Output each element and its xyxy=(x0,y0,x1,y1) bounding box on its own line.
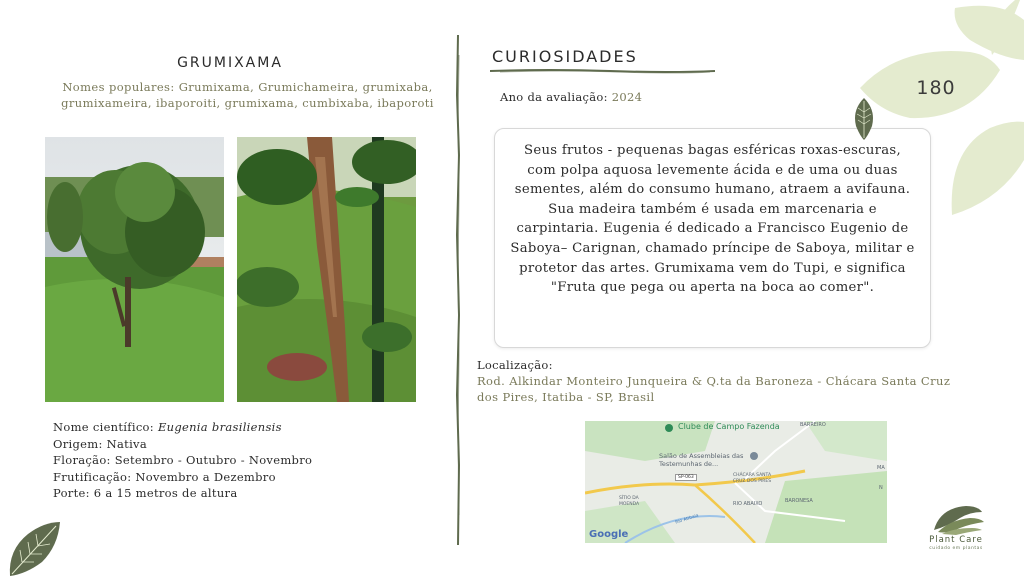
google-logo: Google xyxy=(589,529,629,540)
evaluation-year-value: 2024 xyxy=(611,90,643,104)
curiosities-text: Seus frutos - pequenas bagas esféricas roxas-escuras, com polpa aquosa levemente ácida e de uma ou duas sementes, além do consumo humano, atraem a avifauna. Sua madeira também é usada em marcenaria e carpintaria. Eugenia é dedicado a Francisco Eugenio de Saboya– Carignan, chamado príncipe de Saboya, militar e protetor das artes. Grumixama vem do Tupi, e significa "Fruta que pega ou aperta na boca ao comer". xyxy=(510,143,915,296)
brand-tagline: cuidado em plantas xyxy=(929,546,983,551)
map-poi-hall: Salão de Assembleias das Testemunhas de... xyxy=(659,452,744,468)
map-area-chacara: CHÁCARA SANTA CRUZ DOS PIRES xyxy=(732,473,772,484)
map-edge-label: MA xyxy=(877,465,885,471)
curiosities-title: CURIOSIDADES xyxy=(492,47,638,66)
plant-title: GRUMIXAMA xyxy=(177,55,283,71)
fact-flowering xyxy=(53,452,443,469)
title-underline xyxy=(490,68,715,74)
fact-size xyxy=(53,485,443,502)
fact-scientific-name xyxy=(53,419,443,436)
map-road-sp063: SP-063 xyxy=(675,474,697,481)
fact-origin-label: Origem: xyxy=(53,436,103,451)
fact-flowering-value: Setembro - Outubro - Novembro xyxy=(114,453,313,467)
fact-fruiting-label: Frutificação: xyxy=(53,469,132,484)
page-number: 180 xyxy=(916,77,956,99)
evaluation-year-label: Ano da avaliação: xyxy=(500,90,608,104)
fact-scientific-value: Eugenia brasiliensis xyxy=(157,420,282,434)
fact-origin xyxy=(53,436,443,453)
plant-photo-tree xyxy=(45,137,224,402)
map-pin-icon xyxy=(665,424,673,432)
fact-size-value: 6 a 15 metros de altura xyxy=(93,486,238,500)
fact-size-label: Porte: xyxy=(53,486,90,500)
map-poi-club: Clube de Campo Fazenda xyxy=(678,422,780,431)
location-label: Localização: xyxy=(477,358,553,372)
evaluation-year xyxy=(500,90,642,104)
fact-scientific-label: Nome científico: xyxy=(53,420,154,434)
fact-fruiting xyxy=(53,469,443,486)
map-area-barreiro: BARREIRO xyxy=(800,422,826,428)
map-river: Rio Atibaia xyxy=(674,513,700,526)
popular-names-label: Nomes populares: xyxy=(62,80,175,94)
map-area-rio-abaixo: RIO ABAIXO xyxy=(733,501,763,507)
map-area-moenda: SÍTIO DA MOENDA xyxy=(619,496,640,507)
location-map[interactable] xyxy=(585,421,887,543)
location-address: Rod. Alkindar Monteiro Junqueira & Q.ta da Baroneza - Chácara Santa Cruz dos Pires, Itatiba - SP, Brasil xyxy=(477,374,951,404)
fact-fruiting-value: Novembro a Dezembro xyxy=(135,469,276,484)
leaf-bottom-left-icon xyxy=(6,520,62,576)
popular-names-value: Grumixama, Grumichameira, grumixaba, grumixameira, ibaporoiti, grumixama, cumbixaba, ibaporoti xyxy=(61,80,434,110)
fact-flowering-label: Floração: xyxy=(53,453,111,467)
map-edge-label-2: N xyxy=(879,485,883,491)
plant-facts xyxy=(53,419,443,502)
leaf-icon xyxy=(852,98,876,140)
map-area-baronesa: BARONESA xyxy=(785,498,813,504)
plant-photo-trunk xyxy=(237,137,416,402)
brand-name: Plant Care xyxy=(929,535,983,545)
fact-origin-value: Nativa xyxy=(106,436,147,451)
column-divider xyxy=(452,35,464,545)
decorative-leaves xyxy=(860,0,1024,230)
popular-names xyxy=(60,79,435,111)
